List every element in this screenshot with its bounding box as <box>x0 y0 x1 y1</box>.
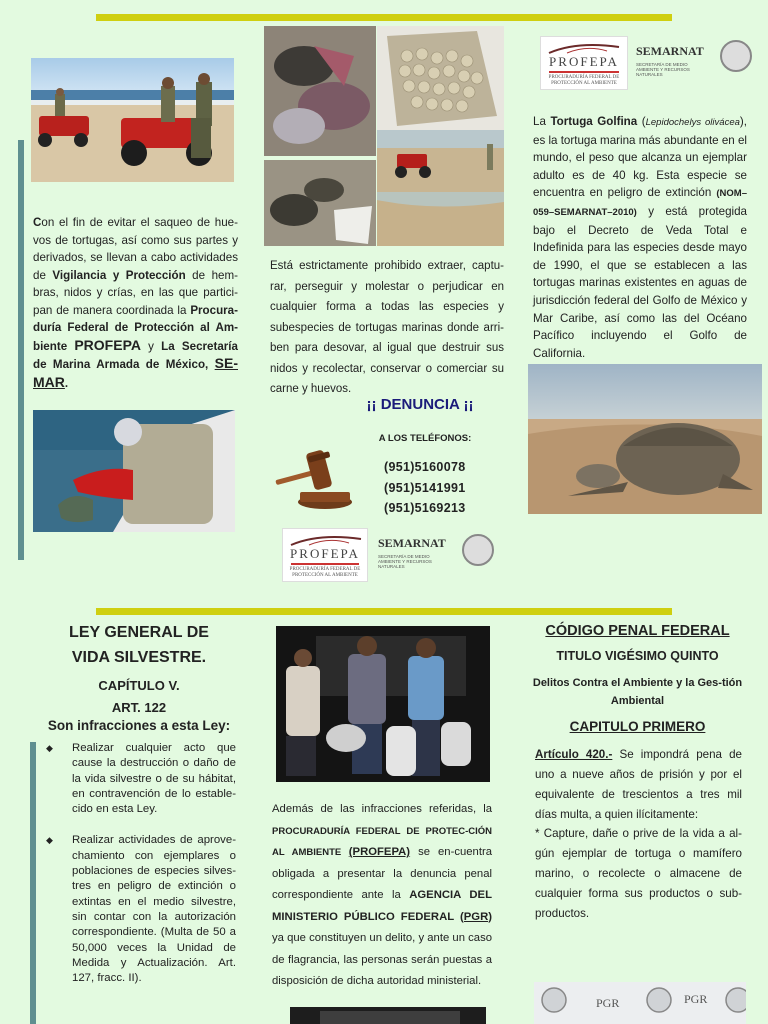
text-segment: Además de las infracciones referidas, la <box>272 803 492 815</box>
middle-yellow-bar <box>96 608 672 615</box>
infractions-list <box>32 741 236 1002</box>
ley-title-1: LEY GENERAL DE <box>69 624 209 641</box>
semarnat-name: SEMARNAT <box>636 44 704 58</box>
text-segment: y <box>140 339 162 353</box>
text-segment: . <box>64 376 69 390</box>
semarnat-logo-top <box>636 44 756 84</box>
profepa-subtitle: PROCURADURÍA FEDERAL DE PROTECCIÓN AL AMBIENTE <box>289 567 361 578</box>
profepa-name: PROFEPA <box>549 54 619 69</box>
text-segment: on el fin de evitar el saqueo de hue-vos de tortugas, así como sus partes y derivados, se llevan a cabo actividades de <box>33 216 238 282</box>
delitos-heading: Delitos Contra el Ambiente y la Ges-tión Ambiental <box>532 677 743 707</box>
text-segment: ), es la tortuga marina más abundante en el mundo, el peso que alcanza un ejemplar adulto es de 40 kg. Esta especie se encuentra en peligro de extinción <box>533 115 747 200</box>
ley-title-2: VIDA SILVESTRE. <box>71 649 207 666</box>
phone-1[interactable]: (951)5160078 <box>384 460 466 474</box>
infractions-title: Son infracciones a esta Ley: <box>47 718 231 733</box>
text-segment: La <box>533 115 551 128</box>
text-segment: La Secretaría de Marina Armada de México, <box>33 339 238 371</box>
text-segment: PROCURADURÍA FEDERAL DE PROTEC-CIÓN AL AMBIENTE <box>272 825 492 858</box>
capitulo-primero: CAPITULO PRIMERO <box>569 719 706 734</box>
text-segment: AGENCIA DEL MINISTERIO PÚBLICO FEDERAL <box>272 889 492 923</box>
phone-list <box>384 457 465 519</box>
release-turtle-photo <box>33 410 235 532</box>
text-segment: y está protegida bajo el Decreto de Veda Total e Indefinida para las especies desde mayo de 1990, el que se establecen a las tortugas marinas existentes en aguas de jurisdicción federal del Golfo de México y Mar Caribe, así como las del Océano Pacífico incluyendo el Golfo de California. <box>533 204 747 360</box>
detainees-photo <box>276 626 490 782</box>
pgr-label: PGR <box>684 992 708 1006</box>
beach-patrol-photo <box>31 58 234 182</box>
text-segment: PROFEPA <box>74 336 141 353</box>
mexico-seal-icon <box>720 40 752 72</box>
profepa-logo-top <box>540 36 628 90</box>
text-segment: (PROFEPA) <box>348 846 411 858</box>
text-segment: Vigilancia y Protección <box>52 268 186 282</box>
phones-label: A LOS TELÉFONOS: <box>378 433 472 444</box>
pgr-label: PGR <box>596 996 620 1010</box>
semarnat-subtitle: SECRETARÍA DE MEDIO AMBIENTE Y RECURSOS NATURALES <box>378 554 432 569</box>
left-teal-bar-top <box>18 140 24 560</box>
text-segment: ya que constituyen un delito, y ante un caso de flagrancia, las personas serán puestas a disposición de dicha autoridad ministerial. <box>272 932 492 987</box>
gavel-icon <box>272 446 356 516</box>
text-segment: se en-cuentra obligada a presentar la denuncia penal correspondiente ante la <box>272 846 493 901</box>
semarnat-subtitle: SECRETARÍA DE MEDIO AMBIENTE Y RECURSOS NATURALES <box>636 62 690 77</box>
golfina-text <box>533 113 747 362</box>
golfina-turtle-photo <box>528 364 762 514</box>
text-segment: Procura-duría Federal de Protección al Am-biente <box>33 303 238 353</box>
pgr-logos-photo <box>534 982 746 1024</box>
list-item: ◆ Realizar actividades de aprove-chamiento con ejemplares o poblaciones de especies silves-tres en peligro de extinción o extintas en el medio silvestre, sin contar con la autorización correspondiente. (Multa de 50 a 50,000 veces la Unidad de Medida y Actualización. Art. 127, fracc. II). <box>46 834 236 985</box>
text-segment: C <box>33 216 42 229</box>
intro-text <box>33 214 238 392</box>
text-segment: SE-MAR <box>33 355 238 390</box>
text-segment: ( <box>637 115 646 128</box>
ley-article: ART. 122 <box>111 700 167 715</box>
list-item: ◆ Realizar cualquier acto que cause la destrucción o daño de la vida silvestre o de su hábitat, en contravención de lo estable-cido en esta Ley. <box>46 742 236 816</box>
semarnat-logo-middle <box>378 536 498 576</box>
text-segment: (PGR) <box>459 910 492 923</box>
phone-2[interactable]: (951)5141991 <box>384 480 466 495</box>
text-segment: (NOM–059–SEMARNAT–2010) <box>533 188 747 218</box>
bottom-middle-photo <box>290 1007 486 1024</box>
codigo-penal-title: CÓDIGO PENAL FEDERAL <box>545 623 730 639</box>
ley-chapter: CAPÍTULO V. <box>98 678 180 693</box>
article-420-label: Artículo 420.- <box>535 748 613 761</box>
turtle-eggs-photo <box>377 26 504 130</box>
seized-nets-photo <box>264 26 376 156</box>
text-segment: Lepidochelys olivácea <box>645 117 740 128</box>
mexico-seal-icon <box>462 534 494 566</box>
semarnat-name: SEMARNAT <box>378 536 446 550</box>
text-segment: de hem-bras, nidos y crías, en las que partici-pan de manera coordinada la <box>33 268 238 317</box>
clause-text: * Capture, dañe o prive de la vida a al-gún ejemplar de tortuga o mamífero marino, o recolecte o almacene de cualquier forma sus productos o sub-productos. <box>535 827 742 920</box>
prohibition-text: Está estrictamente prohibido extraer, captu-rar, perseguir y molestar o perjudicar en cualquier forma a todas las especies y subespecies de tortugas marinas donde arri-ben para desovar, al igual que destruir sus nidos y recolectar, conservar o comerciar su carne y huevos. <box>270 260 504 395</box>
text-segment: Tortuga Golfina <box>550 115 638 128</box>
titulo-subtitle: TITULO VIGÉSIMO QUINTO <box>556 649 719 663</box>
profepa-name: PROFEPA <box>290 546 360 561</box>
beach-shore-photo <box>377 192 504 246</box>
seized-sacks-photo <box>264 160 376 246</box>
profepa-logo-middle <box>282 528 368 582</box>
denuncia-title: ¡¡ DENUNCIA ¡¡ <box>366 396 474 413</box>
top-yellow-bar <box>96 14 672 21</box>
beach-atv-photo <box>377 130 504 192</box>
profepa-subtitle: PROCURADURÍA FEDERAL DE PROTECCIÓN AL AMBIENTE <box>548 75 620 86</box>
phone-3[interactable]: (951)5169213 <box>384 501 466 515</box>
denuncia-explanation-text <box>272 799 492 993</box>
article-420-text: Artículo 420.- Se impondrá pena de uno a nueve años de prisión y por el equivalente de trescientos a tres mil días multa, a quien ilícitamente: <box>535 748 742 821</box>
